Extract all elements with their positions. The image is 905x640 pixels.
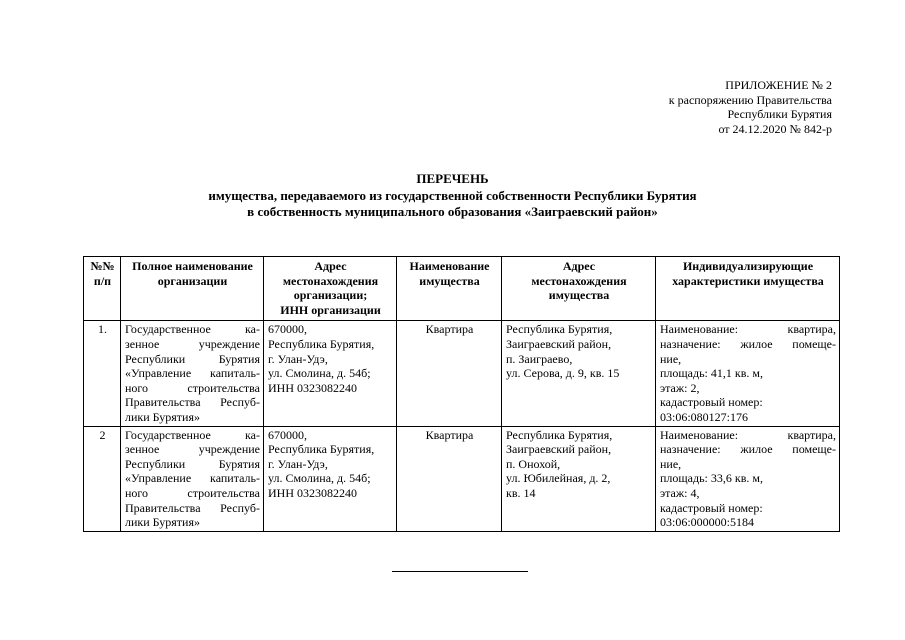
cell-line: назначение: жилое помеще- (660, 442, 836, 457)
property-characteristics (656, 426, 840, 531)
cell-line: Республика Бурятия, (268, 442, 375, 457)
cell-line: площадь: 41,1 кв. м, (660, 366, 763, 381)
cell-line: «Управление капиталь- (125, 366, 260, 381)
cell-line: ние, (660, 456, 682, 471)
row-number: 1. (84, 321, 121, 426)
cell-line: Правительства Респуб- (125, 500, 260, 515)
cell-line: местонахождения (531, 273, 627, 288)
annex-line: ПРИЛОЖЕНИЕ № 2 (725, 78, 832, 92)
property-name: Квартира (397, 321, 502, 426)
header-org-address (264, 257, 397, 321)
property-characteristics (656, 321, 840, 426)
organization-name (121, 321, 264, 426)
header-number (84, 257, 121, 321)
cell-line: 670000, (268, 427, 307, 442)
cell-line: Республика Бурятия, (268, 336, 375, 351)
cell-line: «Управление капиталь- (125, 471, 260, 486)
footer-divider (392, 571, 528, 572)
cell-line: Наименование: квартира, (660, 322, 836, 337)
cell-line: ул. Серова, д. 9, кв. 15 (506, 366, 620, 381)
cell-line: Республики Бурятия (125, 456, 260, 471)
cell-line: г. Улан-Удэ, (268, 351, 328, 366)
cell-line: ного строительства (125, 485, 260, 500)
header-characteristics (656, 257, 840, 321)
cell-line: г. Улан-Удэ, (268, 456, 328, 471)
cell-line: 03:06:080127:176 (660, 409, 749, 424)
document-title (0, 171, 905, 221)
cell-line: Адрес (562, 259, 596, 273)
property-name: Квартира (397, 426, 502, 531)
cell-line: Наименование: квартира, (660, 427, 836, 442)
table-body (84, 321, 840, 531)
cell-line: этаж: 2, (660, 380, 700, 395)
table-row (84, 426, 840, 531)
cell-line: ИНН 0323082240 (268, 380, 357, 395)
cell-line: Государственное ка- (125, 322, 260, 337)
cell-line: зенное учреждение (125, 336, 260, 351)
cell-line: п. Заиграево, (506, 351, 573, 366)
cell-line: Заиграевский район, (506, 442, 612, 457)
property-address (502, 321, 656, 426)
cell-line: Государственное ка- (125, 427, 260, 442)
cell-line: кадастровый номер: (660, 500, 763, 515)
cell-line: этаж: 4, (660, 485, 700, 500)
cell-line: организации; (293, 288, 368, 303)
row-number: 2 (84, 426, 121, 531)
cell-line: лики Бурятия» (125, 409, 200, 424)
cell-line: ние, (660, 351, 682, 366)
cell-line: ного строительства (125, 380, 260, 395)
header-property-address (502, 257, 656, 321)
annex-line: от 24.12.2020 № 842-р (718, 121, 832, 136)
cell-line: ИНН 0323082240 (268, 485, 357, 500)
cell-line: кадастровый номер: (660, 395, 763, 410)
cell-line: кв. 14 (506, 485, 536, 500)
table-row (84, 321, 840, 426)
annex-header (669, 78, 832, 136)
cell-line: Индивидуализирующие (682, 259, 814, 273)
cell-line: п/п (93, 273, 112, 288)
header-organization (121, 257, 264, 321)
title-line: имущества, передаваемого из государственной собственности Республики Бурятия (208, 187, 697, 203)
cell-line: Республика Бурятия, (506, 322, 613, 337)
annex-line: Республики Бурятия (727, 107, 832, 122)
cell-line: №№ (90, 259, 115, 273)
title-line: в собственность муниципального образования «Заиграевский район» (247, 204, 658, 219)
cell-line: ИНН организации (280, 302, 381, 317)
organization-name (121, 426, 264, 531)
organization-address (264, 426, 397, 531)
cell-line: 03:06:000000:5184 (660, 515, 755, 530)
cell-line: Полное наименование (132, 259, 253, 273)
cell-line: назначение: жилое помеще- (660, 336, 836, 351)
cell-line: имущества (419, 273, 480, 288)
table-header-row (84, 257, 840, 321)
cell-line: характеристики имущества (672, 273, 824, 288)
cell-line: Адрес (314, 259, 347, 273)
cell-line: зенное учреждение (125, 442, 260, 457)
cell-line: ул. Смолина, д. 54б; (268, 366, 371, 381)
cell-line: п. Онохой, (506, 456, 561, 471)
cell-line: Заиграевский район, (506, 336, 612, 351)
title-line: ПЕРЕЧЕНЬ (416, 171, 489, 186)
cell-line: ул. Смолина, д. 54б; (268, 471, 371, 486)
cell-line: имущества (548, 288, 610, 303)
cell-line: Наименование (409, 259, 490, 273)
cell-line: лики Бурятия» (125, 515, 200, 530)
annex-line: к распоряжению Правительства (668, 92, 832, 107)
cell-line: Республики Бурятия (125, 351, 260, 366)
cell-line: местонахождения (282, 273, 379, 288)
property-address (502, 426, 656, 531)
organization-address (264, 321, 397, 426)
cell-line: Республика Бурятия, (506, 427, 613, 442)
cell-line: 670000, (268, 322, 307, 337)
cell-line: Правительства Респуб- (125, 395, 260, 410)
cell-line: площадь: 33,6 кв. м, (660, 471, 763, 486)
header-property-name (397, 257, 502, 321)
cell-line: организации (157, 273, 228, 288)
property-table (83, 256, 840, 532)
cell-line: ул. Юбилейная, д. 2, (506, 471, 611, 486)
